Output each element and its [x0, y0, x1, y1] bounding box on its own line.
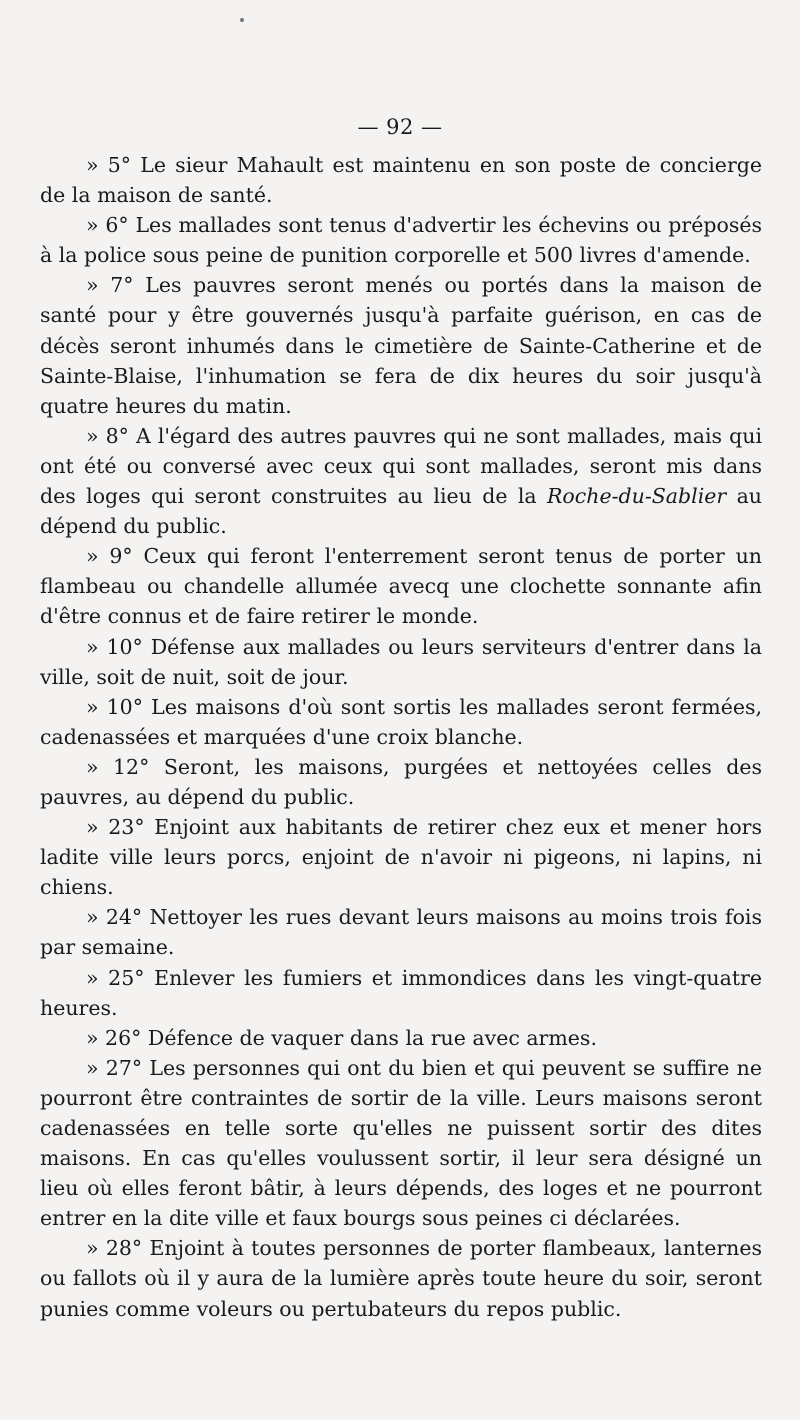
paragraph-7: » 7° Les pauvres seront menés ou portés dans la maison de santé pour y être gouvernés jusqu'à parfaite guérison, en cas de décès seront inhumés dans le cimetière de Sainte-Catherine et de Sainte-Blaise, l'inhumation se fera de dix heures du soir jusqu'à quatre heures du matin.: [40, 273, 762, 418]
paragraph-10b: » 10° Les maisons d'où sont sortis les mallades seront fermées, cadenassées et marquées d'une croix blanche.: [40, 694, 762, 749]
paragraph-8-text: » 8° A l'égard des autres pauvres qui ne sont mallades, mais qui ont été ou conversé avec ceux qui sont mallades, seront mis dans des loges qui seront construites au lieu de la: [40, 423, 762, 509]
paragraph-26: » 26° Défence de vaquer dans la rue avec armes.: [86, 1025, 597, 1050]
paragraph-5: » 5° Le sieur Mahault est maintenu en son poste de concierge de la maison de santé.: [40, 153, 762, 208]
paragraph-6: » 6° Les mallades sont tenus d'advertir les échevins ou préposés à la police sous peine de punition corporelle et 500 livres d'amende.: [40, 213, 762, 268]
paragraph-8-text-end: au dépend du public.: [40, 484, 762, 539]
body-text: [40, 150, 762, 1324]
paragraph-24: » 24° Nettoyer les rues devant leurs maisons au moins trois fois par semaine.: [40, 905, 762, 960]
paragraph-25: » 25° Enlever les fumiers et immondices dans les vingt-quatre heures.: [40, 965, 762, 1020]
paragraph-23: » 23° Enjoint aux habitants de retirer chez eux et mener hors ladite ville leurs porcs, enjoint de n'avoir ni pigeons, ni lapins, ni chiens.: [40, 815, 762, 900]
page-number: — 92 —: [357, 115, 443, 139]
paragraph-12: » 12° Seront, les maisons, purgées et nettoyées celles des pauvres, au dépend du public.: [40, 754, 762, 809]
paragraph-9: » 9° Ceux qui feront l'enterrement seront tenus de porter un flambeau ou chandelle allumée avecq une clochette sonnante afin d'être connus et de faire retirer le monde.: [40, 544, 762, 629]
place-name-roche-du-sablier: Roche-du-Sablier: [546, 484, 727, 509]
paragraph-10a: » 10° Défense aux mallades ou leurs serviteurs d'entrer dans la ville, soit de nuit, soit de jour.: [40, 634, 762, 689]
paragraph-28: » 28° Enjoint à toutes personnes de porter flambeaux, lanternes ou fallots où il y aura de la lumière après toute heure du soir, seront punies comme voleurs ou pertubateurs du repos public.: [40, 1236, 762, 1321]
paragraph-27: » 27° Les personnes qui ont du bien et qui peuvent se suffire ne pourront être contraintes de sortir de la ville. Leurs maisons seront cadenassées en telle sorte qu'elles ne puissent sortir des dites maisons. En cas qu'elles voulussent sortir, il leur sera désigné un lieu où elles feront bâtir, à leurs dépends, des loges et ne pourront entrer en la dite ville et faux bourgs sous peines ci déclarées.: [40, 1055, 762, 1231]
ink-speck: [240, 18, 244, 22]
paragraph-8: [40, 421, 762, 541]
